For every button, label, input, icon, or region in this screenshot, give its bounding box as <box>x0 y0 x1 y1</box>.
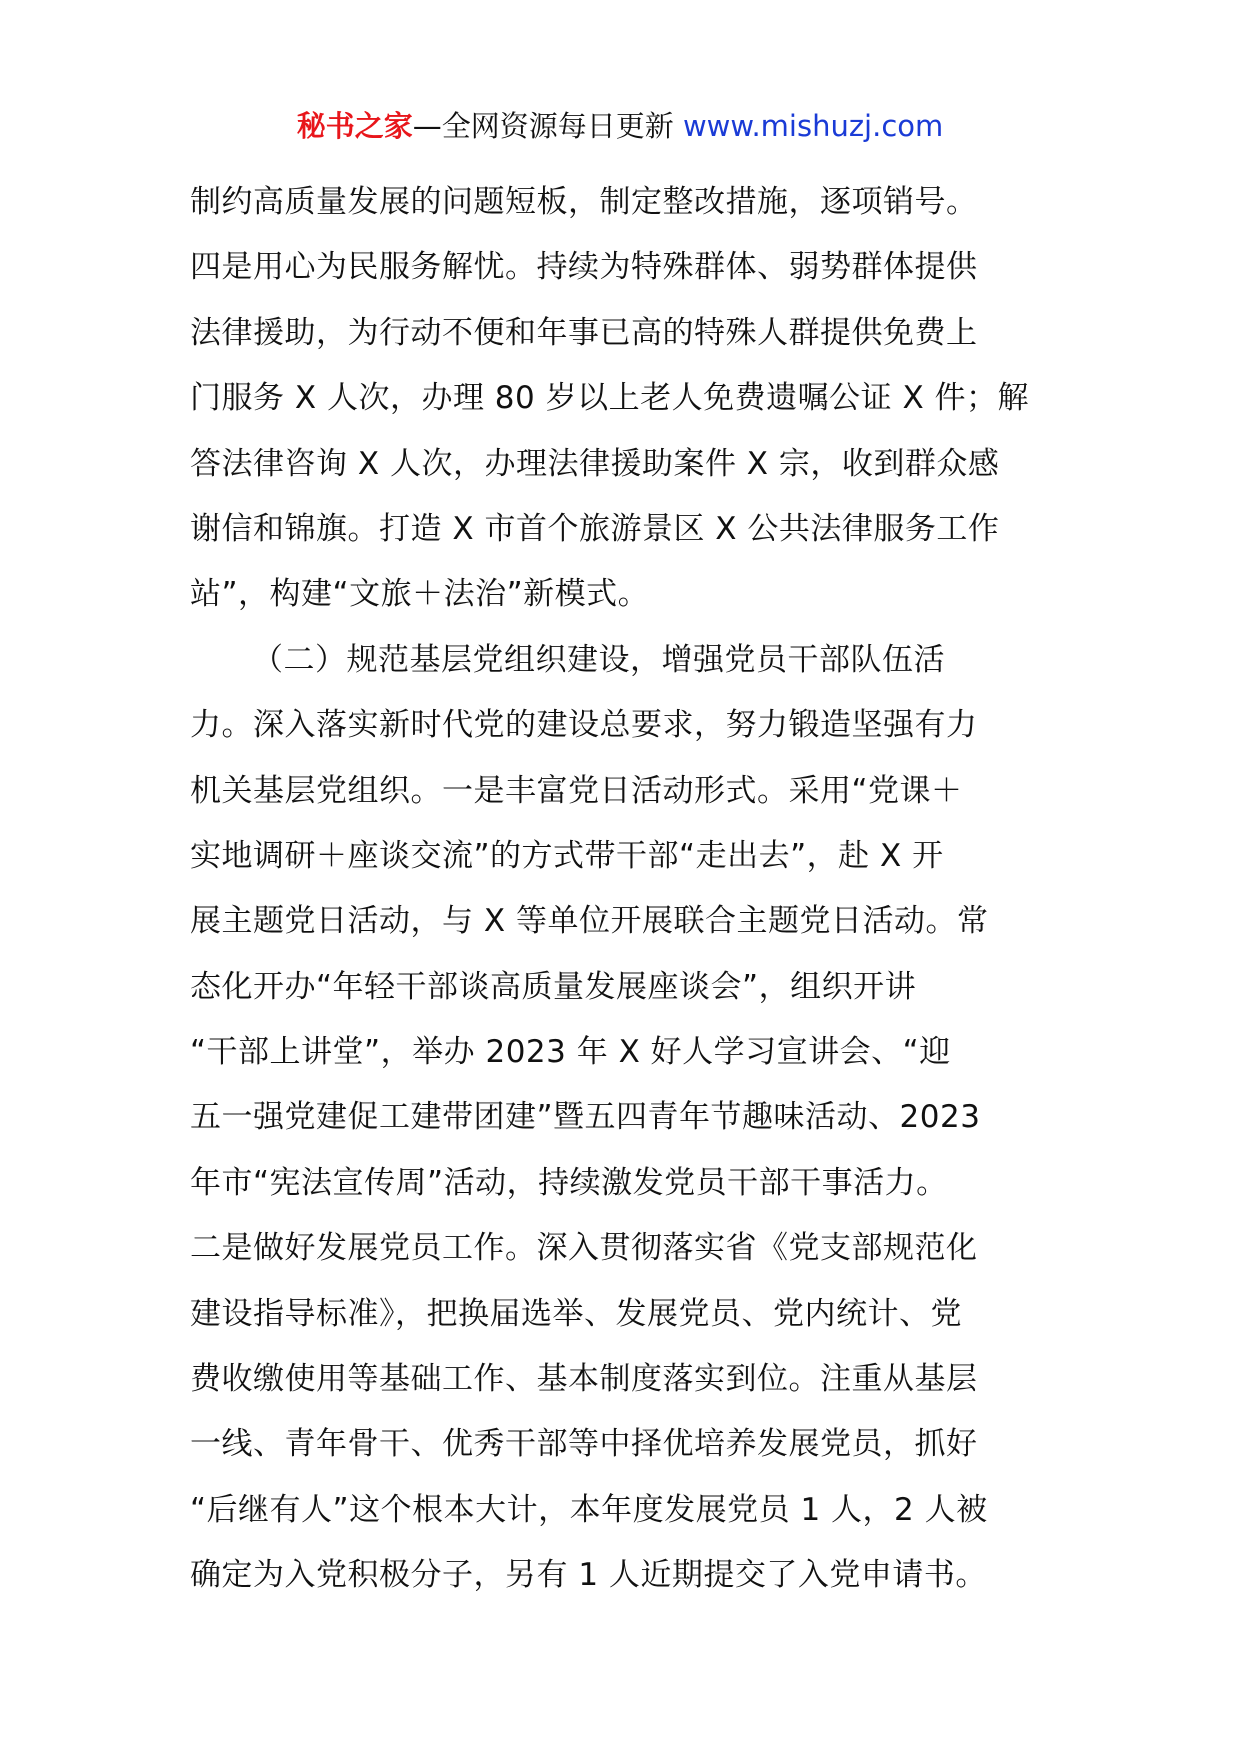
text-line: 门服务 X 人次，办理 80 岁以上老人免费遗嘱公证 X 件；解 <box>190 380 1030 417</box>
text-line: 展主题党日活动，与 X 等单位开展联合主题党日活动。常 <box>190 903 989 940</box>
text-line: 机关基层党组织。一是丰富党日活动形式。采用“党课＋ <box>190 772 963 809</box>
text-line: “干部上讲堂”，举办 2023 年 X 好人学习宣讲会、“迎 <box>190 1034 951 1071</box>
document-body <box>190 170 1058 1609</box>
text-line: 四是用心为民服务解忧。持续为特殊群体、弱势群体提供 <box>190 249 978 286</box>
text-line: 一线、青年骨干、优秀干部等中择优培养发展党员，抓好 <box>190 1426 978 1463</box>
text-line: 站”，构建“文旅＋法治”新模式。 <box>190 576 650 613</box>
text-line: “后继有人”这个根本大计，本年度发展党员 1 人，2 人被 <box>190 1491 988 1528</box>
text-line: 态化开办“年轻干部谈高质量发展座谈会”，组织开讲 <box>190 968 917 1005</box>
text-line: 法律援助，为行动不便和年事已高的特殊人群提供免费上 <box>190 314 978 351</box>
text-line: 费收缴使用等基础工作、基本制度落实到位。注重从基层 <box>190 1361 978 1398</box>
text-line: 力。深入落实新时代党的建设总要求，努力锻造坚强有力 <box>190 707 978 744</box>
text-line: 确定为入党积极分子，另有 1 人近期提交了入党申请书。 <box>190 1557 987 1594</box>
text-line: 谢信和锦旗。打造 X 市首个旅游景区 X 公共法律服务工作 <box>190 510 1000 547</box>
page-header <box>0 106 1240 146</box>
section-heading-line: （二）规范基层党组织建设，增强党员干部队伍活 <box>252 641 945 678</box>
text-line: 五一强党建促工建带团建”暨五四青年节趣味活动、2023 <box>190 1099 981 1136</box>
site-url-link[interactable]: www.mishuzj.com <box>682 109 944 143</box>
text-line: 制约高质量发展的问题短板，制定整改措施，逐项销号。 <box>190 184 978 220</box>
text-line: 答法律咨询 X 人次，办理法律援助案件 X 宗，收到群众感 <box>190 445 1000 482</box>
header-tagline: —全网资源每日更新 <box>412 109 674 143</box>
text-line: 二是做好发展党员工作。深入贯彻落实省《党支部规范化 <box>190 1230 978 1267</box>
brand-name: 秘书之家 <box>296 109 413 143</box>
text-line: 建设指导标准》，把换届选举、发展党员、党内统计、党 <box>190 1295 962 1332</box>
text-line: 实地调研＋座谈交流”的方式带干部“走出去”，赴 X 开 <box>190 837 944 874</box>
text-line: 年市“宪法宣传周”活动，持续激发党员干部干事活力。 <box>190 1164 948 1201</box>
